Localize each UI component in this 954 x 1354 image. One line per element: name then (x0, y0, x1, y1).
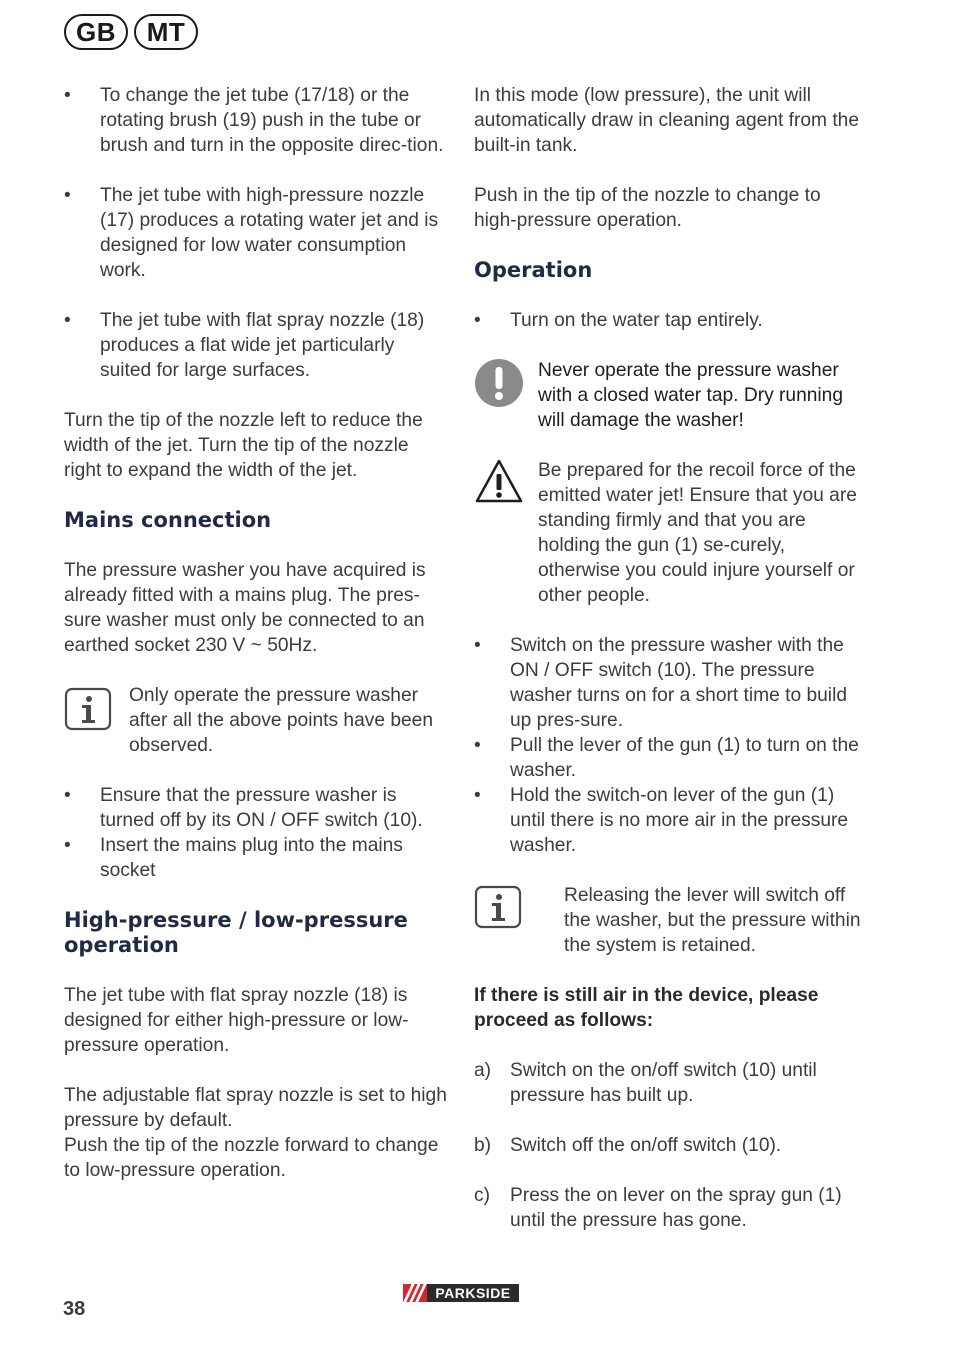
info-icon (64, 687, 112, 738)
list-item-text: Insert the mains plug into the mains socket (100, 835, 403, 881)
default-setting-paragraph: The adjustable flat spray nozzle is set to high pressure by default. (64, 1085, 447, 1131)
info-notice-text: Releasing the lever will switch off the washer, but the pressure within the system is retained. (564, 885, 861, 956)
warning-triangle-icon (474, 458, 524, 511)
caution-notice-text: Never operate the pressure washer with a closed water tap. Dry running will damage the washer! (538, 360, 844, 431)
left-column (64, 83, 450, 1208)
list-item-text: Turn on the water tap entirely. (510, 310, 763, 331)
warning-notice (474, 458, 864, 608)
pressure-paragraph: The jet tube with flat spray nozzle (18) is designed for either high-pressure or low-pressure operation. (64, 985, 409, 1056)
high-pressure-paragraph: Push in the tip of the nozzle to change to high-pressure operation. (474, 185, 821, 231)
list-item (64, 833, 450, 883)
page-number: 38 (63, 1298, 86, 1320)
release-info-notice (474, 883, 864, 958)
nozzle-paragraph: Turn the tip of the nozzle left to reduce the width of the jet. Turn the tip of the nozzle right to expand the width of the jet. (64, 410, 423, 481)
step-marker: a) (474, 1060, 492, 1081)
info-icon (474, 885, 522, 936)
list-item (474, 308, 864, 333)
bullet-marker: • (64, 835, 71, 856)
list-item-text: Ensure that the pressure washer is turned off by its ON / OFF switch (10). (100, 785, 423, 831)
logo-wordmark: PARKSIDE (427, 1284, 519, 1302)
list-item (474, 733, 864, 783)
step-marker: b) (474, 1135, 492, 1156)
low-pressure-paragraph: In this mode (low pressure), the unit will automatically draw in cleaning agent from the built-in tank. (474, 85, 860, 156)
pressure-operation-heading: High-pressure / low-pressure operation (64, 908, 408, 957)
bullet-marker: • (474, 310, 481, 331)
language-badge-mt: MT (134, 14, 198, 50)
list-item (474, 1183, 864, 1233)
jet-tube-bullet-list (64, 83, 450, 383)
air-removal-heading: If there is still air in the device, please proceed as follows: (474, 985, 819, 1031)
list-item-text: Pull the lever of the gun (1) to turn on the washer. (510, 735, 859, 781)
mains-info-notice (64, 683, 450, 758)
list-item-text: Press the on lever on the spray gun (1) until the pressure has gone. (510, 1185, 842, 1231)
bullet-marker: • (64, 185, 71, 206)
list-item-text: To change the jet tube (17/18) or the rotating brush (19) push in the tube or brush and turn in the opposite direc-tion. (100, 85, 444, 156)
bullet-marker: • (474, 635, 481, 656)
bullet-marker: • (474, 785, 481, 806)
operation-bullet-list (474, 308, 864, 333)
list-item-text: Switch on the on/off switch (10) until pressure has built up. (510, 1060, 817, 1106)
mains-bullet-list (64, 783, 450, 883)
right-column (474, 83, 864, 1258)
exclamation-icon (474, 358, 524, 415)
list-item-text: Switch off the on/off switch (10). (510, 1135, 782, 1156)
step-marker: c) (474, 1185, 490, 1206)
list-item-text: The jet tube with flat spray nozzle (18) produces a flat wide jet particularly suited for large surfaces. (100, 310, 425, 381)
list-item-text: Switch on the pressure washer with the ON / OFF switch (10). The pressure washer turns on for a short time to build up pres-sure. (510, 635, 848, 731)
logo-slashes (403, 1284, 427, 1302)
list-item (474, 1133, 864, 1158)
list-item (474, 633, 864, 733)
bullet-marker: • (64, 785, 71, 806)
operation-heading: Operation (474, 258, 593, 282)
list-item (64, 308, 450, 383)
bullet-marker: • (64, 85, 71, 106)
low-pressure-instruction: Push the tip of the nozzle forward to change to low-pressure operation. (64, 1135, 439, 1181)
warning-notice-text: Be prepared for the recoil force of the emitted water jet! Ensure that you are standing firmly and that you are holding the gun (1) se-curely, otherwise you could injure yourself or other people. (538, 460, 857, 606)
language-badge-gb: GB (64, 14, 128, 50)
list-item (474, 783, 864, 858)
mains-paragraph: The pressure washer you have acquired is already fitted with a mains plug. The pres-sure washer must only be connected to an earthed socket 230 V ~ 50Hz. (64, 560, 426, 656)
list-item-text: Hold the switch-on lever of the gun (1) until there is no more air in the pressure washer. (510, 785, 849, 856)
operation-steps-list (474, 633, 864, 858)
info-notice-text: Only operate the pressure washer after all the above points have been observed. (129, 685, 434, 756)
language-badges (64, 14, 198, 50)
air-removal-steps (474, 1058, 864, 1233)
list-item-text: The jet tube with high-pressure nozzle (17) produces a rotating water jet and is designed for low water consumption work. (100, 185, 439, 281)
list-item (64, 783, 450, 833)
bullet-marker: • (474, 735, 481, 756)
list-item (64, 83, 450, 158)
caution-notice (474, 358, 864, 433)
mains-connection-heading: Mains connection (64, 508, 272, 532)
list-item (64, 183, 450, 283)
list-item (474, 1058, 864, 1108)
bullet-marker: • (64, 310, 71, 331)
parkside-logo (403, 1284, 519, 1302)
